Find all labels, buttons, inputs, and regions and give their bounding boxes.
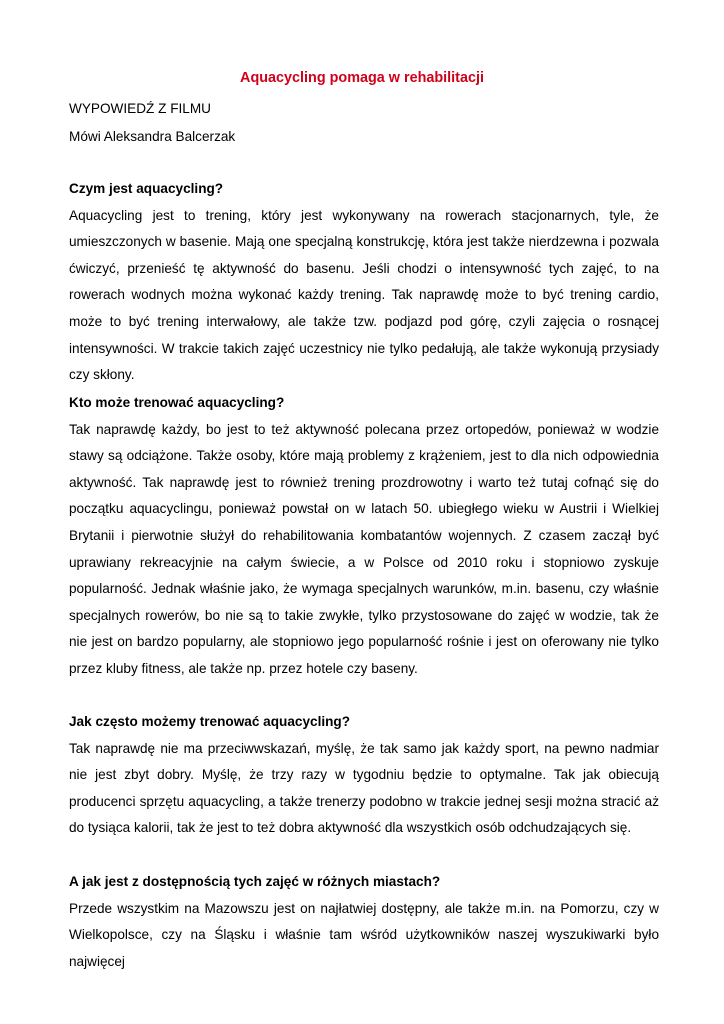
section-body: Przede wszystkim na Mazowszu jest on najłatwiej dostępny, ale także m.in. na Pomorzu, czy w Wielkopolsce, czy na Śląsku i właśnie tam wśród użytkowników naszej wyszukiwarki było najwięcej (69, 900, 659, 969)
section-availability (69, 869, 659, 975)
section-heading: Kto może trenować aquacycling? (69, 395, 285, 410)
document-title: Aquacycling pomaga w rehabilitacji (240, 70, 484, 86)
section-body: Tak naprawdę nie ma przeciwwskazań, myślę, że tak samo jak każdy sport, na pewno nadmiar nie jest zbyt dobry. Myślę, że trzy razy w tygodniu będzie to optymalne. Tak jak obiecują producenci sprzętu aquacycling, a także trenerzy podobno w trakcie jednej sesji można stracić aż do tysiąca kalorii, tak że jest to też dobra aktywność dla wszystkich osób odchudzających się. (69, 740, 659, 836)
section-how-often (69, 709, 659, 842)
section-heading: Jak często możemy trenować aquacycling? (69, 714, 351, 729)
speaker-line: Mówi Aleksandra Balcerzak (69, 129, 236, 144)
section-body: Tak naprawdę każdy, bo jest to też aktywność polecana przez ortopedów, ponieważ w wodzie stawy są odciążone. Także osoby, które mają problemy z krążeniem, jest to dla nich odpowiednia aktywność. Tak naprawdę jest to również trening prozdrowotny i warto też tutaj cofnąć się do początku aquacyclingu, ponieważ powstał on w latach 50. ubiegłego wieku w Austrii i Wielkiej Brytanii i pierwotnie służył do rehabilitowania kombatantów wojennych. Z czasem zaczął być uprawiany rekreacyjnie na całym świecie, a w Polsce od 2010 roku i stopniowo zyskuje popularność. Jednak właśnie jako, że wymaga specjalnych warunków, m.in. basenu, czy właśnie specjalnych rowerów, bo nie są to takie zwykłe, tylko przystosowane do zajęć w wodzie, tak że nie jest on bardzo popularny, ale stopniowo jego popularność rośnie i jest on oferowany nie tylko przez kluby fitness, ale także np. przez hotele czy baseny. (69, 421, 659, 676)
section-who-can-train (69, 390, 659, 683)
section-heading: A jak jest z dostępnością tych zajęć w różnych miastach? (69, 874, 441, 889)
section-heading: Czym jest aquacycling? (69, 181, 224, 196)
section-what-is-aquacycling (69, 176, 659, 389)
document-subtitle: WYPOWIEDŹ Z FILMU (69, 101, 211, 116)
section-body: Aquacycling jest to trening, który jest wykonywany na rowerach stacjonarnych, tyle, że umieszczonych w basenie. Mają one specjalną konstrukcję, która jest także nierdzewna i pozwala ćwiczyć, przenieść tę aktywność do basenu. Jeśli chodzi o intensywność tych zajęć, to na rowerach wodnych można wykonać każdy trening. Tak naprawdę może to być trening cardio, może to być trening interwałowy, ale także tzw. podjazd pod górę, czyli zajęcia o rosnącej intensywności. W trakcie takich zajęć uczestnicy nie tylko pedałują, ale także wykonują przysiady czy skłony. (69, 207, 659, 383)
